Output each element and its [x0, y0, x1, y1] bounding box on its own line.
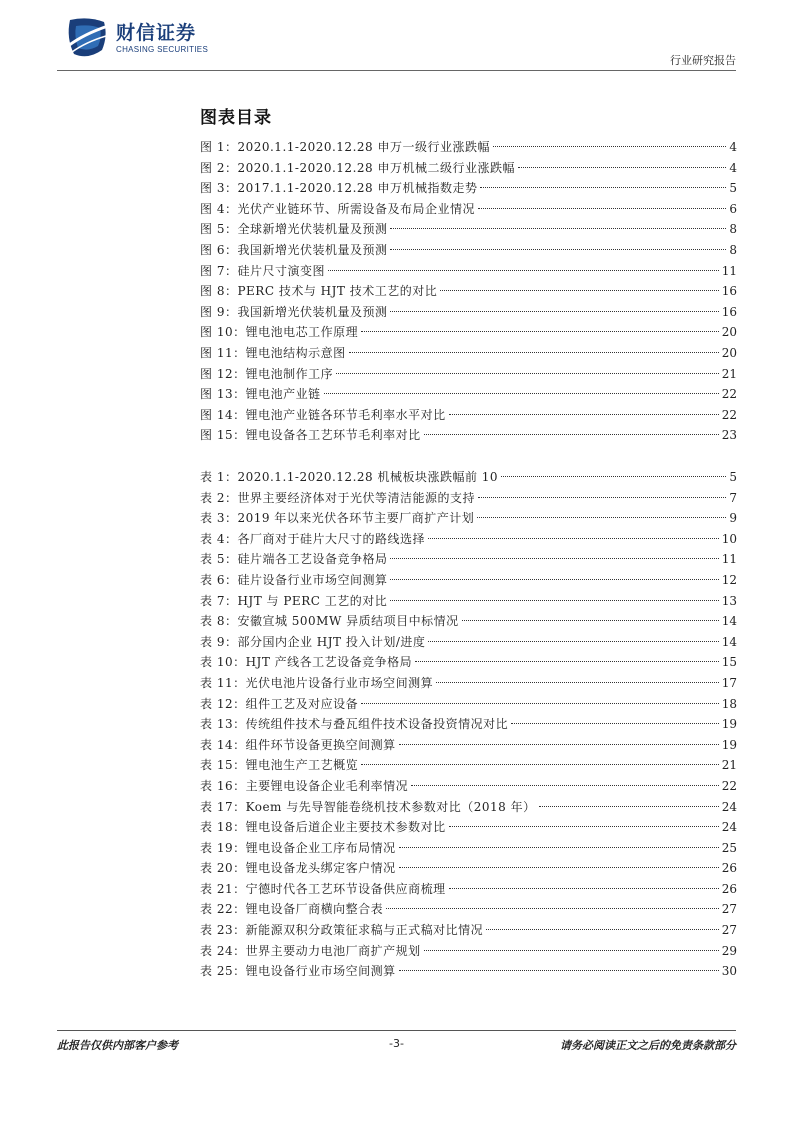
- dot-leader: [493, 146, 726, 147]
- toc-page-number: 21: [721, 366, 737, 381]
- dot-leader: [390, 579, 718, 580]
- toc-entry-table-4[interactable]: [200, 529, 737, 550]
- dot-leader: [390, 311, 718, 312]
- toc-page-number: 4: [729, 160, 737, 175]
- report-type-label: 行业研究报告: [670, 54, 736, 67]
- toc-page-number: 16: [721, 284, 737, 299]
- dot-leader: [480, 187, 726, 188]
- toc-entry-table-7[interactable]: [200, 591, 737, 612]
- toc-entry-table-21[interactable]: [200, 879, 737, 900]
- dot-leader: [449, 414, 719, 415]
- toc-entry-figure-3[interactable]: [200, 178, 737, 199]
- toc-page-number: 20: [721, 325, 737, 340]
- toc-entry-label: 图 6：我国新增光伏装机量及预测: [200, 242, 388, 257]
- dot-leader: [390, 249, 726, 250]
- toc-page-number: 25: [721, 840, 737, 855]
- toc-entry-label: 表 6：硅片设备行业市场空间测算: [200, 572, 388, 587]
- dot-leader: [399, 970, 719, 971]
- toc-entry-table-15[interactable]: [200, 755, 737, 776]
- toc-entry-label: 表 11：光伏电池片设备行业市场空间测算: [200, 675, 434, 690]
- toc-page-number: 27: [721, 902, 737, 917]
- dot-leader: [336, 373, 719, 374]
- toc-entry-figure-14[interactable]: [200, 405, 737, 426]
- dot-leader: [328, 270, 719, 271]
- toc-entry-label: 表 4：各厂商对于硅片大尺寸的路线选择: [200, 531, 425, 546]
- toc-page-number: 27: [721, 923, 737, 938]
- toc-entry-label: 表 7：HJT 与 PERC 工艺的对比: [200, 593, 388, 608]
- toc-entry-label: 表 22：锂电设备厂商横向整合表: [200, 902, 384, 917]
- toc-page-number: 23: [721, 428, 737, 443]
- toc-entry-figure-10[interactable]: [200, 322, 737, 343]
- toc-entry-table-9[interactable]: [200, 632, 737, 653]
- toc-entry-figure-15[interactable]: [200, 425, 737, 446]
- dot-leader: [386, 908, 719, 909]
- toc-page-number: 5: [729, 181, 737, 196]
- toc-entry-label: 图 10：锂电池电芯工作原理: [200, 325, 359, 340]
- dot-leader: [511, 723, 719, 724]
- toc-page-number: 6: [729, 201, 737, 216]
- toc-entry-figure-9[interactable]: [200, 302, 737, 323]
- toc-page-number: 7: [729, 490, 737, 505]
- dot-leader: [361, 331, 719, 332]
- toc-entry-label: 表 24：世界主要动力电池厂商扩产规划: [200, 943, 421, 958]
- toc-entry-label: 表 3：2019 年以来光伏各环节主要厂商扩产计划: [200, 511, 475, 526]
- toc-page-number: 16: [721, 304, 737, 319]
- toc-entry-table-23[interactable]: [200, 920, 737, 941]
- toc-entry-label: 图 8：PERC 技术与 HJT 技术工艺的对比: [200, 284, 438, 299]
- dot-leader: [361, 703, 719, 704]
- toc-entry-label: 表 12：组件工艺及对应设备: [200, 696, 359, 711]
- dot-leader: [415, 661, 719, 662]
- toc-entry-label: 表 25：锂电设备行业市场空间测算: [200, 964, 396, 979]
- toc-entry-label: 表 10：HJT 产线各工艺设备竞争格局: [200, 655, 413, 670]
- toc-entry-figure-7[interactable]: [200, 261, 737, 282]
- toc-entry-figure-2[interactable]: [200, 158, 737, 179]
- toc-page-number: 21: [721, 758, 737, 773]
- toc-page-number: 22: [721, 407, 737, 422]
- toc-page-number: 14: [721, 634, 737, 649]
- dot-leader: [436, 682, 719, 683]
- toc-page-number: 17: [721, 675, 737, 690]
- dot-leader: [390, 228, 726, 229]
- toc-page-number: 24: [721, 820, 737, 835]
- dot-leader: [390, 558, 718, 559]
- dot-leader: [361, 764, 719, 765]
- footer-divider: [57, 1030, 736, 1031]
- toc-entry-label: 表 18：锂电设备后道企业主要技术参数对比: [200, 820, 446, 835]
- toc-entry-label: 图 5：全球新增光伏装机量及预测: [200, 222, 388, 237]
- toc-entry-label: 表 9：部分国内企业 HJT 投入计划/进度: [200, 634, 426, 649]
- toc-entry-label: 图 15：锂电设备各工艺环节毛利率对比: [200, 428, 421, 443]
- dot-leader: [477, 517, 726, 518]
- toc-entry-label: 图 2：2020.1.1-2020.12.28 申万机械二级行业涨跌幅: [200, 160, 515, 175]
- toc-entry-table-13[interactable]: [200, 714, 737, 735]
- toc-entry-label: 图 12：锂电池制作工序: [200, 366, 334, 381]
- dot-leader: [449, 826, 719, 827]
- dot-leader: [428, 538, 719, 539]
- toc-page-number: 11: [721, 552, 737, 567]
- toc-entry-table-16[interactable]: [200, 776, 737, 797]
- toc-entry-label: 表 14：组件环节设备更换空间测算: [200, 737, 396, 752]
- toc-entry-table-10[interactable]: [200, 652, 737, 673]
- toc-page-number: 29: [721, 943, 737, 958]
- toc-page-number: 4: [729, 140, 737, 154]
- toc-entry-table-3[interactable]: [200, 508, 737, 529]
- toc-entry-table-14[interactable]: [200, 735, 737, 756]
- toc-entry-figure-8[interactable]: [200, 281, 737, 302]
- toc-entry-table-24[interactable]: [200, 941, 737, 962]
- toc-entry-label: 表 2：世界主要经济体对于光伏等清洁能源的支持: [200, 490, 475, 505]
- dot-leader: [349, 352, 719, 353]
- toc-entry-table-19[interactable]: [200, 838, 737, 859]
- toc-entry-table-6[interactable]: [200, 570, 737, 591]
- toc-entry-figure-1[interactable]: [200, 137, 737, 158]
- dot-leader: [424, 434, 719, 435]
- toc-page-number: 26: [721, 881, 737, 896]
- toc-entry-table-8[interactable]: [200, 611, 737, 632]
- toc-entry-label: 图 11：锂电池结构示意图: [200, 345, 346, 360]
- toc-page-number: 11: [721, 263, 737, 278]
- toc-entry-table-18[interactable]: [200, 817, 737, 838]
- footer-terms-notice: 请务必阅读正文之后的免责条款部分: [560, 1039, 736, 1052]
- toc-entry-figure-12[interactable]: [200, 364, 737, 385]
- toc-entry-table-20[interactable]: [200, 858, 737, 879]
- toc-page-number: 22: [721, 778, 737, 793]
- footer-disclaimer: 此报告仅供内部客户参考: [57, 1039, 178, 1052]
- toc-page-number: 12: [721, 572, 737, 587]
- toc-entry-figure-6[interactable]: [200, 240, 737, 261]
- dot-leader: [324, 393, 719, 394]
- toc-entry-table-25[interactable]: [200, 961, 737, 982]
- dot-leader: [462, 620, 719, 621]
- toc-entry-figure-5[interactable]: [200, 219, 737, 240]
- toc-entry-label: 表 1：2020.1.1-2020.12.28 机械板块涨跌幅前 10: [200, 470, 499, 484]
- toc-entry-table-22[interactable]: [200, 899, 737, 920]
- toc-page-number: 19: [721, 717, 737, 732]
- toc-entry-label: 图 7：硅片尺寸演变图: [200, 263, 325, 278]
- logo-chinese-name: 财信证券: [116, 21, 197, 44]
- toc-page-number: 9: [729, 511, 737, 526]
- dot-leader: [478, 208, 726, 209]
- toc-entry-label: 表 23：新能源双积分政策征求稿与正式稿对比情况: [200, 923, 484, 938]
- toc-entry-table-12[interactable]: [200, 694, 737, 715]
- toc-entry-label: 表 20：锂电设备龙头绑定客户情况: [200, 861, 396, 876]
- dot-leader: [486, 929, 719, 930]
- toc-entry-label: 表 5：硅片端各工艺设备竞争格局: [200, 552, 388, 567]
- toc-entry-label: 图 14：锂电池产业链各环节毛利率水平对比: [200, 407, 446, 422]
- dot-leader: [428, 641, 718, 642]
- dot-leader: [399, 847, 719, 848]
- toc-entry-label: 图 13：锂电池产业链: [200, 387, 321, 402]
- dot-leader: [390, 600, 718, 601]
- toc-entry-label: 表 17：Koem 与先导智能卷绕机技术参数对比（2018 年）: [200, 799, 536, 814]
- toc-entry-table-5[interactable]: [200, 549, 737, 570]
- dot-leader: [399, 744, 719, 745]
- toc-page-number: 15: [721, 655, 737, 670]
- dot-leader: [449, 888, 719, 889]
- header-divider: [57, 70, 736, 71]
- toc-entry-table-11[interactable]: [200, 673, 737, 694]
- toc-entry-table-1[interactable]: [200, 467, 737, 488]
- toc-page-number: 19: [721, 737, 737, 752]
- toc-entry-table-17[interactable]: [200, 797, 737, 818]
- toc-entry-figure-13[interactable]: [200, 384, 737, 405]
- dot-leader: [440, 290, 718, 291]
- toc-page-number: 22: [721, 387, 737, 402]
- toc-entry-label: 图 9：我国新增光伏装机量及预测: [200, 304, 388, 319]
- figure-list: [200, 137, 737, 446]
- toc-entry-label: 图 4：光伏产业链环节、所需设备及布局企业情况: [200, 201, 475, 216]
- dot-leader: [539, 806, 719, 807]
- toc-page-number: 24: [721, 799, 737, 814]
- logo-mark-icon: [64, 16, 112, 60]
- page-number: -3-: [389, 1037, 404, 1050]
- toc-entry-label: 图 3：2017.1.1-2020.12.28 申万机械指数走势: [200, 181, 478, 196]
- toc-entry-label: 表 21：宁德时代各工艺环节设备供应商梳理: [200, 881, 446, 896]
- toc-page-number: 18: [721, 696, 737, 711]
- dot-leader: [424, 950, 719, 951]
- toc-entry-label: 表 13：传统组件技术与叠瓦组件技术设备投资情况对比: [200, 717, 509, 732]
- company-logo: [64, 16, 208, 60]
- dot-leader: [501, 476, 726, 477]
- toc-entry-label: 表 16：主要锂电设备企业毛利率情况: [200, 778, 409, 793]
- toc-entry-label: 表 19：锂电设备企业工序布局情况: [200, 840, 396, 855]
- toc-page-number: 20: [721, 345, 737, 360]
- toc-entry-label: 表 15：锂电池生产工艺概览: [200, 758, 359, 773]
- toc-page-number: 5: [729, 470, 737, 484]
- dot-leader: [478, 497, 726, 498]
- toc-page-number: 14: [721, 614, 737, 629]
- table-list: [200, 467, 737, 982]
- toc-page-number: 13: [721, 593, 737, 608]
- toc-entry-label: 图 1：2020.1.1-2020.12.28 申万一级行业涨跌幅: [200, 140, 490, 154]
- dot-leader: [518, 167, 726, 168]
- dot-leader: [399, 867, 719, 868]
- toc-entry-label: 表 8：安徽宣城 500MW 异质结项目中标情况: [200, 614, 459, 629]
- logo-english-name: CHASING SECURITIES: [116, 44, 209, 54]
- toc-page-number: 10: [721, 531, 737, 546]
- toc-page-number: 30: [721, 964, 737, 979]
- dot-leader: [411, 785, 719, 786]
- page-title: 图表目录: [200, 108, 272, 128]
- toc-entry-table-2[interactable]: [200, 488, 737, 509]
- toc-page-number: 26: [721, 861, 737, 876]
- toc-entry-figure-11[interactable]: [200, 343, 737, 364]
- toc-entry-figure-4[interactable]: [200, 199, 737, 220]
- toc-page-number: 8: [729, 222, 737, 237]
- toc-page-number: 8: [729, 242, 737, 257]
